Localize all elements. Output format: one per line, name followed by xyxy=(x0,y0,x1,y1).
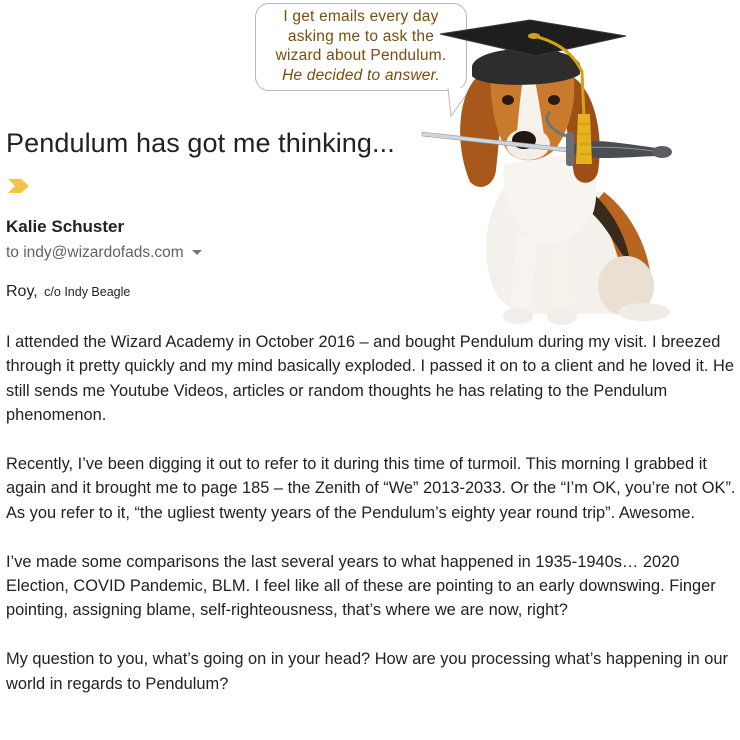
salutation xyxy=(6,283,130,301)
email-subject: Pendulum has got me thinking... xyxy=(6,128,395,158)
salutation-note: c/o Indy Beagle xyxy=(44,285,131,299)
body-paragraph-3: I’ve made some comparisons the last several years to what happened in 1935-1940s… 2020 Election, COVID Pandemic, BLM. I feel like all of these are pointing to an early downswing. Finger pointing, assigning blame, self-righteousness, that’s where we are now, right? xyxy=(6,552,716,620)
chevron-down-icon[interactable] xyxy=(192,250,202,255)
email-body xyxy=(6,330,740,720)
bubble-line-1: I get emails every day xyxy=(283,8,439,25)
body-paragraph-4: My question to you, what’s going on in your head? How are you processing what’s happening in our world in regards to Pendulum? xyxy=(6,650,728,693)
beagle-wizard-illustration xyxy=(418,14,683,329)
bubble-line-2: asking me to ask the xyxy=(287,27,435,45)
body-paragraph-2: Recently, I’ve been digging it out to refer to it during this time of turmoil. This morning I grabbed it again and it brought me to page 185 – the Zenith of “We” 2013-2033. Or the “I’m OK, you’re not OK”. As you refer to it, “the ugliest twenty years of the Pendulum’s eighty year round trip”. Awesome. xyxy=(6,455,736,522)
importance-marker-icon[interactable] xyxy=(8,179,30,193)
bubble-line-4: He decided to answer. xyxy=(282,66,440,84)
recipient-address: to indy@wizardofads.com xyxy=(6,244,184,261)
recipient-line[interactable] xyxy=(6,244,202,262)
salutation-name: Roy, xyxy=(6,283,38,300)
sender-name: Kalie Schuster xyxy=(6,217,125,236)
body-paragraph-1: I attended the Wizard Academy in October 2016 – and bought Pendulum during my visit. I breezed through it pretty quickly and my mind basically exploded. I passed it on to a client and he loved it. He still sends me Youtube Videos, articles or random thoughts he has relating to the Pendulum phenomenon. xyxy=(6,333,734,425)
bubble-line-3: wizard about Pendulum. xyxy=(275,47,447,64)
